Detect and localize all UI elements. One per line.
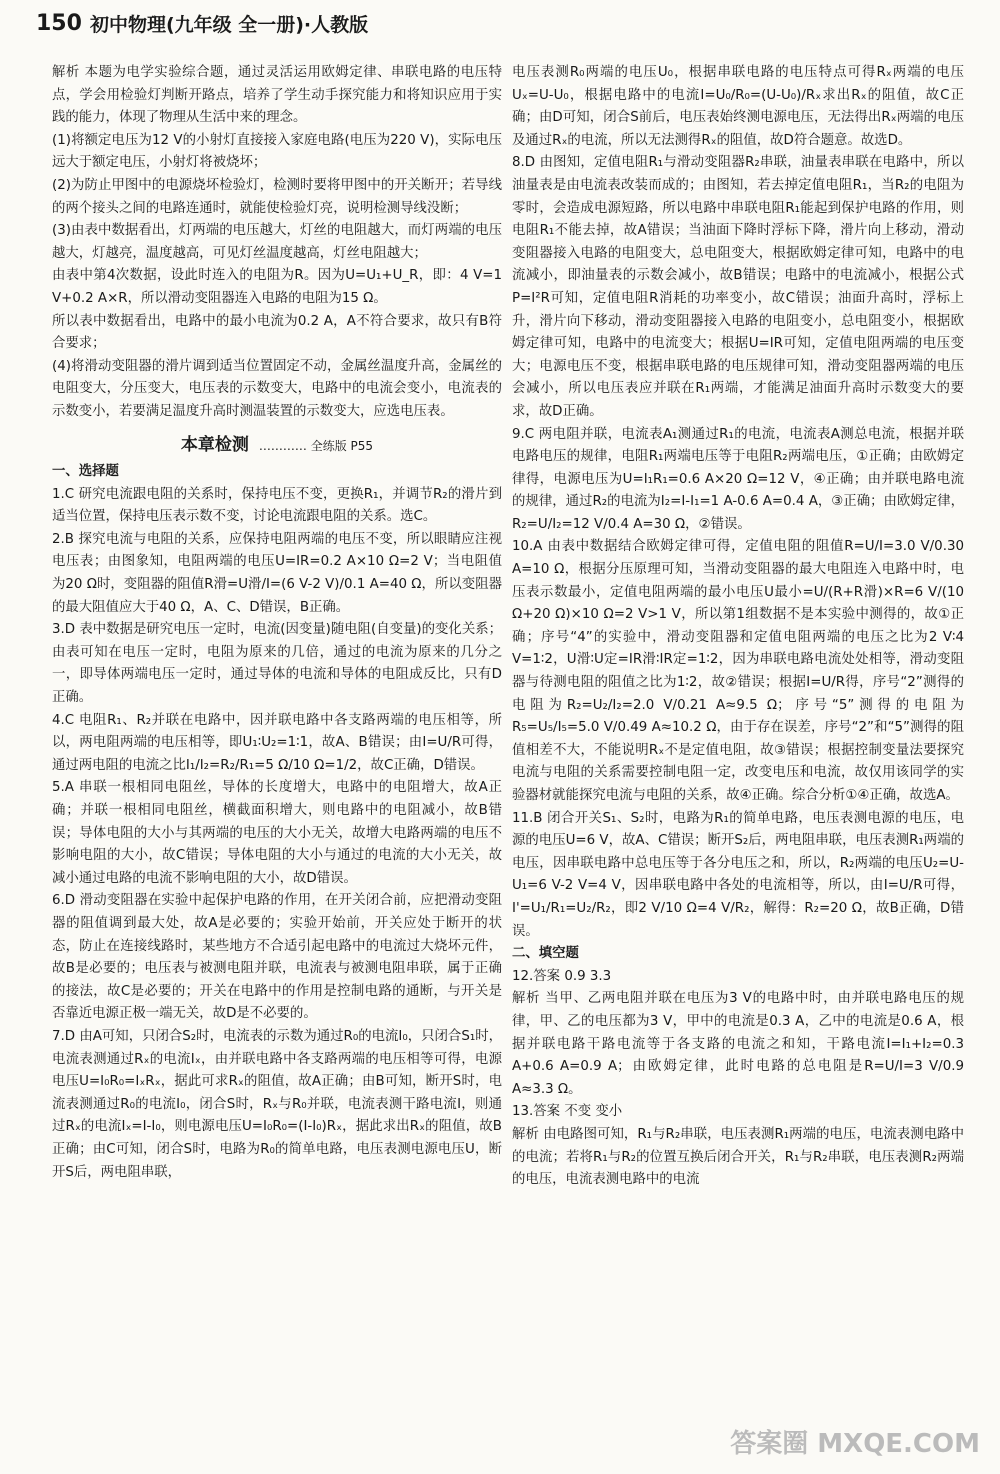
- q: 解析 当甲、乙两电阻并联在电压为3 V的电路中时，由并联电路电压的规律，甲、乙的电压都为3 V，甲中的电流是0.3 A，乙中的电流是0.6 A，根据并联电路干路电流等于各支路的电流之和知，干路电流I=I₁+I₂=0.3 A+0.6 A=0.9 A；由欧姆定律，此时电路的总电阻是R=U/I=3 V/0.9 A≈3.3 Ω。: [512, 991, 964, 1097]
- subsection: 二、填空题: [512, 946, 579, 962]
- page-header: [36, 10, 368, 37]
- subsection: 一、选择题: [52, 464, 119, 480]
- q: 11.B 闭合开关S₁、S₂时，电路为R₁的简单电路，电压表测电源的电压，电源的电压U=6 V，故A、C错误；断开S₂后，两电阻串联，电压表测R₁两端的电压，因串联电路中总电压等于各分电压之和，所以，R₂两端的电压U₂=U-U₁=6 V-2 V=4 V，因串联电路中各处的电流相等，所以，由I=U/R可得，I'=U₁/R₁=U₂/R₂，即2 V/10 Ω=4 V/R₂，解得：R₂=20 Ω，故B正确，D错误。: [512, 810, 964, 939]
- q: 10.A 由表中数据结合欧姆定律可得，定值电阻的阻值R=U/I=3.0 V/0.30 A=10 Ω，根据分压原理可知，当滑动变阻器的最大电阻连入电路中时，电压表示数最小，定值电阻两端的最小电压U最小=U/(R+R滑)×R=6 V/(10 Ω+20 Ω)×10 Ω=2 V>1 V，所以第1组数据不是本实验中测得的，故①正确；序号“4”的实验中，滑动变阻器和定值电阻两端的电压之比为2 V∶4 V=1∶2，U滑∶U定=IR滑∶IR定=1∶2，因为串联电路电流处处相等，滑动变阻器与待测电阻的阻值之比为1∶2，故②错误；根据I=U/R得，序号“2”测得的电阻为R₂=U₂/I₂=2.0 V/0.21 A≈9.5 Ω；序号“5”测得的电阻为R₅=U₅/I₅=5.0 V/0.49 A≈10.2 Ω，由于存在误差，序号“2”和“5”测得的阻值相差不大，不能说明Rₓ不是定值电阻，故③错误；根据控制变量法要探究电流与电阻的关系需要控制电阻一定，改变电压和电流，故仅用该同学的实验器材就能探究电流与电阻的关系，故④正确。综合分析①④正确，故选A。: [512, 539, 964, 803]
- q: 8.D 由图知，定值电阻R₁与滑动变阻器R₂串联，油量表串联在电路中，所以油量表是由电流表改装而成的；由图知，若去掉定值电阻R₁，当R₂的电阻为零时，会造成电源短路，所以电路中串联电阻R₁能起到保护电路的作用，则电阻R₁不能去掉，故A错误；当油面下降时浮标下降，滑片向上移动，滑动变阻器接入电路的电阻变大，总电阻变大，根据欧姆定律可知，电路中的电流减小，即油量表的示数会减小，故B错误；电路中的电流减小，根据公式P=I²R可知，定值电阻R消耗的功率变小，故C错误；油面升高时，浮标上升，滑片向下移动，滑动变阻器接入电路的电阻变小，总电阻变小，根据欧姆定律可知，电路中的电流变大；根据U=IR可知，定值电阻两端的电压变大；电源电压不变，根据串联电路的电压规律可知，滑动变阻器两端的电压会减小，所以电压表应并联在R₁两端，才能满足油面升高时示数变大的要求，故D正确。: [512, 155, 964, 419]
- para: (1)将额定电压为12 V的小射灯直接接入家庭电路(电压为220 V)，实际电压远大于额定电压，小射灯将被烧坏；: [52, 132, 502, 171]
- para: 由表中第4次数据，设此时连入的电阻为R。因为U=U₁+U_R，即：4 V=1 V+0.2 A×R，所以滑动变阻器连入电路的电阻为15 Ω。: [52, 268, 502, 306]
- q: 12.答案 0.9 3.3: [512, 968, 612, 984]
- book-title: 初中物理(九年级 全一册)·人教版: [89, 14, 369, 36]
- para: 所以表中数据看出，电路中的最小电流为0.2 A，A不符合要求，故只有B符合要求；: [52, 313, 502, 352]
- left-column: [52, 62, 502, 1184]
- q: 7.D 由A可知，只闭合S₂时，电流表的示数为通过R₀的电流I₀，只闭合S₁时，电流表测通过Rₓ的电流Iₓ，由并联电路中各支路两端的电压相等可得，电源电压U=I₀R₀=IₓRₓ，据此可求Rₓ的阻值，故A正确；由B可知，断开S时，电流表测通过R₀的电流I₀，闭合S时，Rₓ与R₀并联，电流表测干路电流I，则通过Rₓ的电流Iₓ=I-I₀，则电源电压U=I₀R₀=(I-I₀)Rₓ，据此求出Rₓ的阻值，故B正确；由C可知，闭合S时，电路为R₀的简单电路，电压表测电源电压U，断开S后，两电阻串联，: [52, 1028, 502, 1180]
- para: (4)将滑动变阻器的滑片调到适当位置固定不动，金属丝温度升高，金属丝的电阻变大，分压变大，电压表的示数变大，电路中的电流会变小，电流表的示数变小，若要满足温度升高时测温装置的示数变大，应选电压表。: [52, 358, 502, 419]
- page-number: 150: [36, 11, 82, 36]
- para: (2)为防止甲图中的电源烧坏检验灯，检测时要将甲图中的开关断开；若导线的两个接头之间的电路连通时，就能使检验灯亮，说明检测导线没断；: [52, 177, 502, 216]
- right-column: [512, 62, 964, 1192]
- q: 2.B 探究电流与电阻的关系，应保持电阻两端的电压不变，所以眼睛应注视电压表；由图象知，电阻两端的电压U=IR=0.2 A×10 Ω=2 V；当电阻值为20 Ω时，变阻器的阻值R滑=U滑/I=(6 V-2 V)/0.1 A=40 Ω，所以变阻器的最大阻值应大于40 Ω，A、C、D错误，B正确。: [52, 531, 502, 615]
- q: 1.C 研究电流跟电阻的关系时，保持电压不变，更换R₁，并调节R₂的滑片到适当位置，保持电压表示数不变，讨论电流跟电阻的关系。选C。: [52, 486, 502, 525]
- q: 13.答案 不变 变小: [512, 1104, 623, 1120]
- q: 电压表测R₀两端的电压U₀，根据串联电路的电压特点可得Rₓ两端的电压Uₓ=U-U₀，根据电路中的电流I=U₀/R₀=(U-U₀)/Rₓ求出Rₓ的阻值，故C正确；由D可知，闭合S前后，电压表始终测电源电压，无法得出Rₓ两端的电压及通过Rₓ的电流，所以无法测得Rₓ的阻值，故D符合题意。故选D。: [512, 65, 964, 148]
- q: 5.A 串联一根相同电阻丝，导体的长度增大，电路中的电阻增大，故A正确；并联一根相同电阻丝，横截面积增大，则电路中的电阻减小，故B错误；导体电阻的大小与其两端的电压的大小无关，故增大电路两端的电压不影响电阻的大小，故C错误；导体电阻的大小与通过的电流的大小无关，故减小通过电路的电流不影响电阻的大小，故D错误。: [52, 780, 502, 886]
- section-title: 本章检测 ………… 全练版 P55: [180, 434, 374, 455]
- q: 6.D 滑动变阻器在实验中起保护电路的作用，在开关闭合前，应把滑动变阻器的阻值调到最大处，故A是必要的；实验开始前，开关应处于断开的状态，防止在连接线路时，某些地方不合适引起电路中的电流过大烧坏元件，故B是必要的；电压表与被测电阻并联，电流表与被测电阻串联，属于正确的接法，故C是必要的；开关在电路中的作用是控制电路的通断，与开关是否靠近电源正极一端无关，故D是不必要的。: [52, 893, 502, 1022]
- q: 9.C 两电阻并联，电流表A₁测通过R₁的电流，电流表A测总电流，根据并联电路电压的规律，电阻R₁两端电压等于电阻R₂两端电压，①正确；由欧姆定律得，电源电压为U=I₁R₁=0.6 A×20 Ω=12 V，④正确；由并联电路电流的规律，通过R₂的电流为I₂=I-I₁=1 A-0.6 A=0.4 A，③正确；由欧姆定律，R₂=U/I₂=12 V/0.4 A=30 Ω，②错误。: [512, 426, 964, 532]
- q: 3.D 表中数据是研究电压一定时，电流(因变量)随电阻(自变量)的变化关系；由表可知在电压一定时，电阻为原来的几倍，通过的电流为原来的几分之一，即导体两端电压一定时，通过导体的电流和导体的电阻成反比，只有D正确。: [52, 622, 502, 706]
- q: 解析 由电路图可知，R₁与R₂串联，电压表测R₁两端的电压，电流表测电路中的电流；若将R₁与R₂的位置互换后闭合开关，R₁与R₂串联，电压表测R₂两端的电压，电流表测电路中的电流: [512, 1126, 964, 1188]
- para: 解析 本题为电学实验综合题，通过灵活运用欧姆定律、串联电路的电压特点，学会用检验灯判断开路点，培养了学生动手探究能力和将知识应用于实践的能力，体现了物理从生活中来的理念。: [52, 65, 502, 126]
- para: (3)由表中数据看出，灯两端的电压越大，灯丝的电阻越大，而灯两端的电压越大，灯越亮，温度越高，可见灯丝温度越高，灯丝电阻越大；: [52, 223, 502, 261]
- watermark: 答案圈 MXQE.COM: [730, 1429, 980, 1459]
- q: 4.C 电阻R₁、R₂并联在电路中，因并联电路中各支路两端的电压相等，所以，两电阻两端的电压相等，即U₁∶U₂=1∶1，故A、B错误；由I=U/R可得，通过两电阻的电流之比I₁/I₂=R₂/R₁=5 Ω/10 Ω=1/2，故C正确，D错误。: [52, 712, 502, 773]
